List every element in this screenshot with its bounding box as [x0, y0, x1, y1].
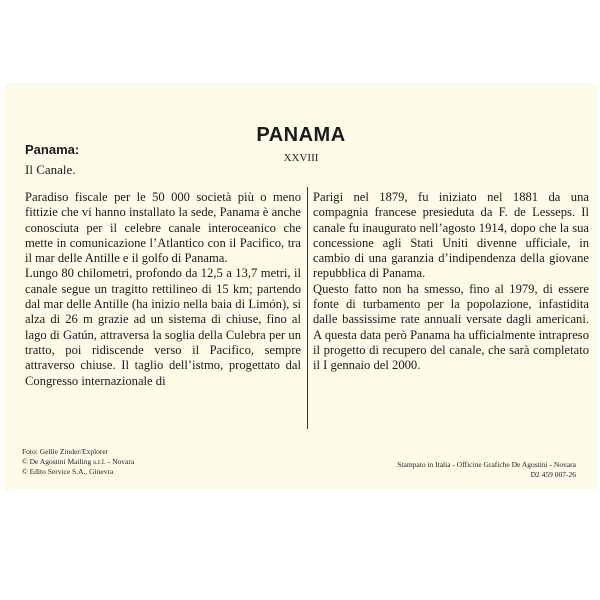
paragraph: Lungo 80 chilometri, profondo da 12,5 a 13,7 metri, il canale segue un tragitto rettilineo di 15 km; partendo dal mar delle Antille (ha inizio nella baia di Limón), si alza di 26 m grazie ad un sistema di chiuse, fino al lago di Gatún, attraversa la soglia della Culebra per un tratto, poi ridiscende verso il Pacifico, sempre attraverso chiuse. Il taglio dell’istmo, progettato dal Congresso internazionale di — [25, 266, 301, 388]
credits — [22, 447, 134, 477]
subject-heading: Panama: — [25, 142, 80, 157]
copyright-line: © De Agostini Mailing s.r.l. - Novara — [22, 457, 135, 466]
paragraph: Paradiso fiscale per le 50 000 società più o meno fittizie che vi hanno installato la sede, Panama è anche conosciuta per il celebre canale interoceanico che mette in comunicazione l’Atlantico con il Pacifico, tra il mar delle Antille e il golfo di Panama. — [25, 190, 301, 266]
copyright-line: © Edito Service S.A., Ginevra — [22, 467, 114, 476]
page-title: PANAMA — [256, 124, 346, 146]
product-code: D2 459 007-26 — [530, 470, 576, 479]
paragraph: Parigi nel 1879, fu iniziato nel 1881 da una compagnia francese presieduta da F. de Lesseps. Il canale fu inaugurato nell’agosto 1914, dopo che la sua concessione agli Stati Uniti divenne ufficiale, in cambio di una garanzia d’indipendenza della giovane repubblica di Panama. — [313, 190, 589, 281]
paragraph: Questo fatto non ha smesso, fino al 1979, di essere fonte di turbamento per la popolazione, infastidita dalle bassissime rate annuali versate dagli americani. A questa data però Panama ha ufficialmente intrapreso il progetto di recupero del canale, che sarà completato il I gennaio del 2000. — [313, 281, 589, 373]
photo-credit: Foto: Gellie Zinder/Explorer — [22, 447, 109, 456]
printer-line: Stampato in Italia - Officine Grafiche De Agostini - Novara — [397, 460, 576, 469]
column-divider — [307, 187, 308, 429]
right-text-column — [313, 190, 589, 374]
card-number: XXVIII — [283, 152, 319, 164]
subject-subtitle: Il Canale. — [25, 162, 76, 177]
info-card — [5, 84, 597, 490]
print-info — [397, 460, 576, 480]
left-text-column — [25, 190, 301, 389]
